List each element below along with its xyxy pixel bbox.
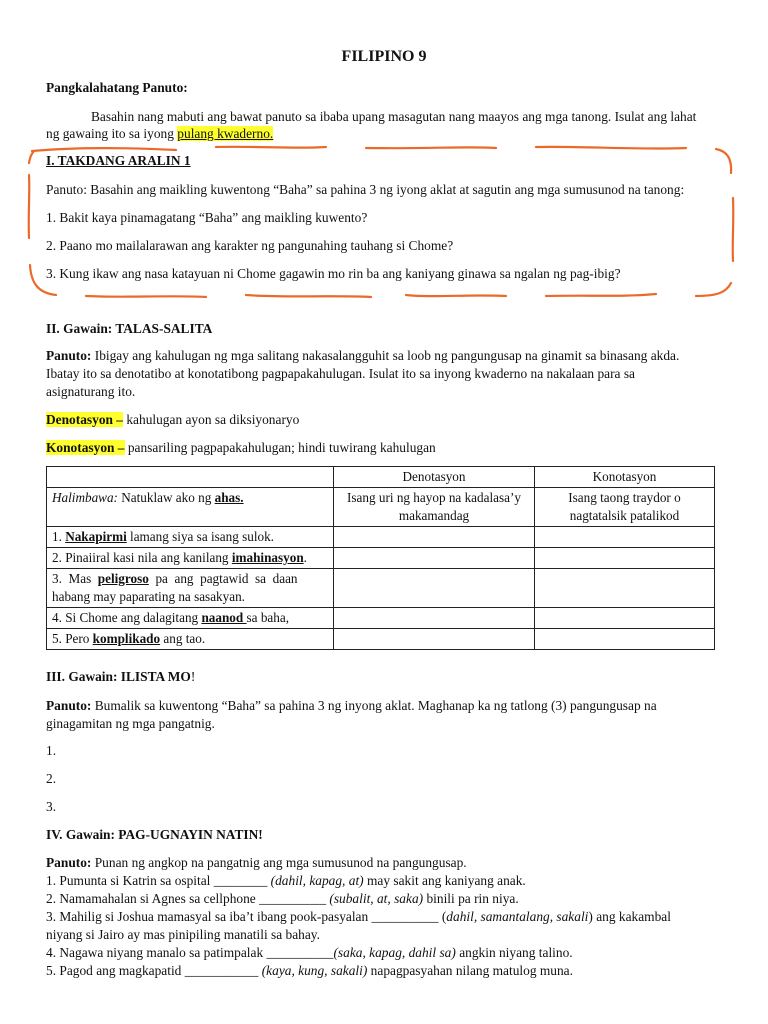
table-row <box>47 569 715 608</box>
row5-sentence <box>47 629 334 650</box>
item2-pre: 2. Namamahalan si Agnes sa cellphone __________ <box>46 891 330 906</box>
section3-panuto-line2: ginagamitan ng mga pangatnig. <box>46 716 215 731</box>
header-konotasyon: Konotasyon <box>535 467 715 488</box>
section4-item-2 <box>46 891 519 907</box>
row3-word: peligroso <box>97 571 149 586</box>
section3-item-1: 1. <box>46 743 57 758</box>
highlight-pulang-kwaderno: pulang kwaderno. <box>177 126 274 141</box>
row1-post: lamang siya sa isang sulok. <box>126 529 274 544</box>
konotasyon-definition <box>46 440 436 456</box>
item4-options: (saka, kapag, dahil sa) <box>333 945 456 960</box>
general-instructions-heading: Pangkalahatang Panuto: <box>46 80 188 95</box>
denotasyon-definition <box>46 412 299 428</box>
section1-question-2: 2. Paano mo mailalarawan ang karakter ng pangunahing tauhang si Chome? <box>46 238 454 253</box>
section2-heading: II. Gawain: TALAS-SALITA <box>46 321 213 336</box>
vocabulary-table <box>46 466 715 650</box>
section4-item-1 <box>46 873 526 889</box>
section2-panuto-line3: asignaturang ito. <box>46 384 136 399</box>
denotasyon-def: kahulugan ayon sa diksiyonaryo <box>123 412 300 427</box>
general-instructions-line2 <box>46 126 273 142</box>
item3-pre: 3. Mahilig si Joshua mamasyal sa iba’t ibang pook-pasyalan __________ ( <box>46 909 447 924</box>
row1-pre: 1. <box>52 529 66 544</box>
row1-word: Nakapirmi <box>65 529 127 544</box>
item1-post: may sakit ang kaniyang anak. <box>363 873 526 888</box>
example-label: Halimbawa: <box>52 490 118 505</box>
general-instructions-line1: Basahin nang mabuti ang bawat panuto sa ibaba upang masagutan nang maayos ang mga tanong. Isulat ang lahat <box>91 109 697 124</box>
section3-item-3: 3. <box>46 799 57 814</box>
item5-pre: 5. Pagod ang magkapatid ___________ <box>46 963 262 978</box>
item5-options: (kaya, kung, sakali) <box>261 963 368 978</box>
panuto-label: Panuto: <box>46 348 92 363</box>
row2-konotasyon-answer[interactable] <box>535 548 715 569</box>
general-line2-text: ng gawaing ito sa iyong <box>46 126 178 141</box>
example-konotasyon: Isang taong traydor o nagtatalsik patalikod <box>535 488 715 527</box>
section1-heading: I. TAKDANG ARALIN 1 <box>46 153 191 168</box>
section4-heading: IV. Gawain: PAG-UGNAYIN NATIN! <box>46 827 263 842</box>
section3-item-2: 2. <box>46 771 57 786</box>
page-title: FILIPINO 9 <box>341 48 427 65</box>
row5-word: komplikado <box>92 631 161 646</box>
row5-konotasyon-answer[interactable] <box>535 629 715 650</box>
row4-post: sa baha, <box>246 610 290 625</box>
item1-pre: 1. Pumunta si Katrin sa ospital ________ <box>46 873 271 888</box>
row2-sentence <box>47 548 334 569</box>
section3-heading-end: ! <box>190 669 196 684</box>
section3-heading <box>46 669 195 685</box>
panuto-text: Ibigay ang kahulugan ng mga salitang nakasalangguhit sa loob ng pangungusap na ginamit sa binasang akda. <box>91 348 680 363</box>
row2-denotasyon-answer[interactable] <box>334 548 535 569</box>
table-header-row <box>47 467 715 488</box>
row2-pre: 2. Pinaiiral kasi nila ang kanilang <box>52 550 232 565</box>
row5-pre: 5. Pero <box>52 631 93 646</box>
section1-instruction: Panuto: Basahin ang maikling kuwentong “Baha” sa pahina 3 ng iyong aklat at sagutin ang mga sumusunod na tanong: <box>46 182 685 197</box>
row5-denotasyon-answer[interactable] <box>334 629 535 650</box>
denotasyon-term: Denotasyon – <box>46 412 124 427</box>
table-row <box>47 548 715 569</box>
item3-post: ) ang kakambal <box>588 909 671 924</box>
item1-options: (dahil, kapag, at) <box>270 873 364 888</box>
row3-line1 <box>52 570 328 588</box>
row2-post: . <box>303 550 307 565</box>
section3-heading-text: III. Gawain: ILISTA MO <box>46 669 191 684</box>
example-denotasyon: Isang uri ng hayop na kadalasa’y makamandag <box>334 488 535 527</box>
row3-konotasyon-answer[interactable] <box>535 569 715 608</box>
row4-sentence <box>47 608 334 629</box>
header-blank <box>47 467 334 488</box>
konotasyon-term: Konotasyon – <box>46 440 125 455</box>
section3-panuto-text: Bumalik sa kuwentong “Baha” sa pahina 3 ng inyong aklat. Maghanap ka ng tatlong (3) pangungusap na <box>91 698 657 713</box>
item2-options: (subalit, at, saka) <box>329 891 424 906</box>
section4-panuto <box>46 855 467 871</box>
row4-denotasyon-answer[interactable] <box>334 608 535 629</box>
item3-options: dahil, samantalang, sakali <box>446 909 589 924</box>
example-word: ahas. <box>214 490 244 505</box>
section4-panuto-label: Panuto: <box>46 855 92 870</box>
section4-item-3-line2: niyang si Jairo ay mas pinipiling manatili sa bahay. <box>46 927 320 942</box>
section4-item-3 <box>46 909 714 925</box>
table-row <box>47 527 715 548</box>
row1-denotasyon-answer[interactable] <box>334 527 535 548</box>
table-row <box>47 629 715 650</box>
example-sentence <box>47 488 334 527</box>
row4-word: naanod <box>201 610 247 625</box>
item5-post: napagpasyahan nilang matulog muna. <box>367 963 573 978</box>
section1-question-1: 1. Bakit kaya pinamagatang “Baha” ang maikling kuwento? <box>46 210 368 225</box>
row1-sentence <box>47 527 334 548</box>
example-pre: Natuklaw ako ng <box>117 490 215 505</box>
row3-post: pa ang pagtawid sa daan <box>148 571 298 586</box>
section4-item-5 <box>46 963 573 979</box>
row4-konotasyon-answer[interactable] <box>535 608 715 629</box>
table-row-example <box>47 488 715 527</box>
konotasyon-def: pansariling pagpapakahulugan; hindi tuwirang kahulugan <box>124 440 436 455</box>
section2-panuto-line2: Ibatay ito sa denotatibo at konotatibong pagpapakahulugan. Isulat ito sa inyong kwaderno na nakalaan para sa <box>46 366 636 381</box>
section3-panuto-label: Panuto: <box>46 698 92 713</box>
item4-post: angkin niyang talino. <box>455 945 573 960</box>
section4-item-4 <box>46 945 573 961</box>
row3-sentence <box>47 569 334 608</box>
section2-panuto-line1 <box>46 348 714 364</box>
row3-pre: 3. Mas <box>52 571 98 586</box>
section4-panuto-text: Punan ng angkop na pangatnig ang mga sumusunod na pangungusap. <box>91 855 467 870</box>
row2-word: imahinasyon <box>231 550 304 565</box>
table-row <box>47 608 715 629</box>
row3-line2: habang may paparating na sasakyan. <box>52 589 245 604</box>
item4-pre: 4. Nagawa niyang manalo sa patimpalak __________ <box>46 945 334 960</box>
row5-post: ang tao. <box>160 631 206 646</box>
item2-post: binili pa rin niya. <box>423 891 519 906</box>
row4-pre: 4. Si Chome ang dalagitang <box>52 610 202 625</box>
row1-konotasyon-answer[interactable] <box>535 527 715 548</box>
header-denotasyon: Denotasyon <box>334 467 535 488</box>
section3-panuto-line1 <box>46 698 714 714</box>
row3-denotasyon-answer[interactable] <box>334 569 535 608</box>
section1-question-3: 3. Kung ikaw ang nasa katayuan ni Chome gagawin mo rin ba ang kaniyang ginawa sa ngalan ng pag-ibig? <box>46 266 621 281</box>
